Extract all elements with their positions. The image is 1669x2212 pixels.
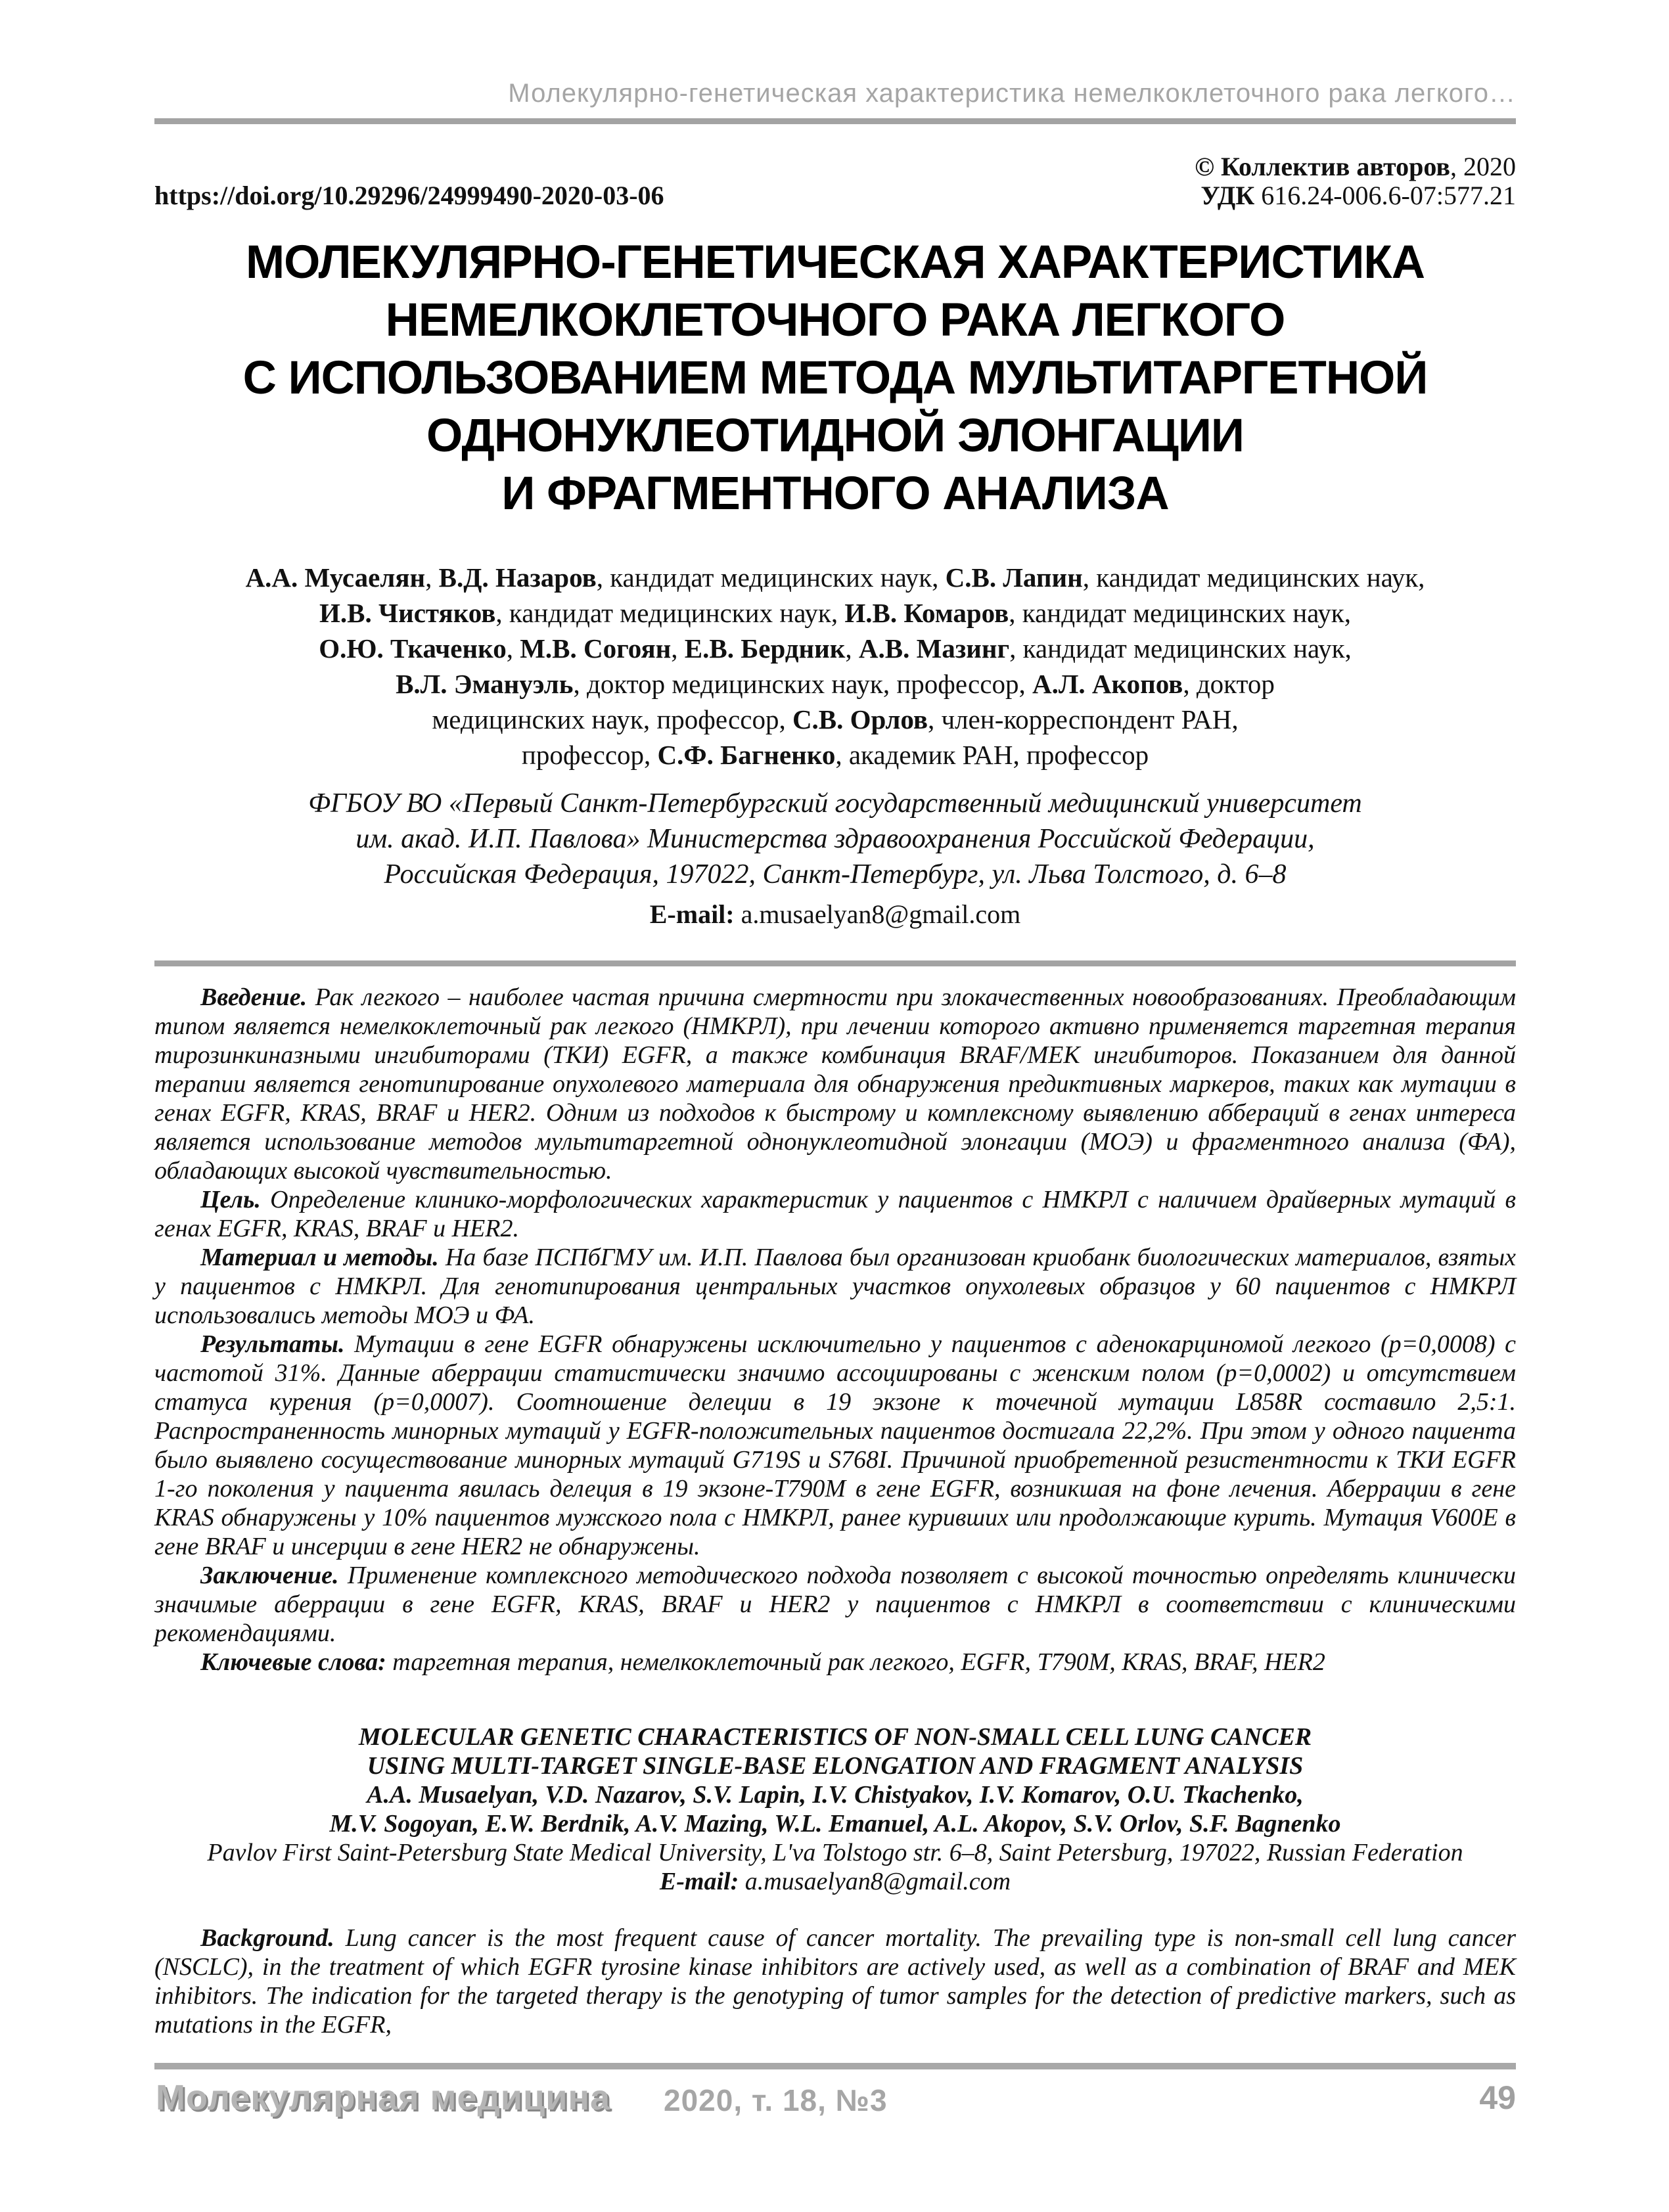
abstract-paragraph-aim: Цель. Определение клинико-морфологических характеристик у пациентов с НМКРЛ с наличием драйверных мутаций в генах EGFR, KRAS, BRAF и HER2. [154, 1186, 1516, 1242]
article-title-line: И ФРАГМЕНТНОГО АНАЛИЗА [501, 468, 1169, 520]
copyright-line: © Коллектив авторов, 2020 [1195, 152, 1516, 181]
article-title-line: С ИСПОЛЬЗОВАНИЕМ МЕТОДА МУЛЬТИТАРГЕТНОЙ [242, 352, 1428, 404]
authors-line: И.В. Чистяков, кандидат медицинских наук, И.В. Комаров, кандидат медицинских наук, [319, 598, 1351, 628]
footer-rule [154, 2063, 1516, 2069]
article-title [154, 234, 1516, 523]
authors-line: медицинских наук, профессор, С.В. Орлов, член-корреспондент РАН, [432, 704, 1239, 734]
abstract-paragraph-introduction: Введение. Рак легкого – наиболее частая причина смертности при злокачественных новообразованиях. Преобладающим типом является немелкоклеточный рак легкого (НМКРЛ), при лечении которого активно применяется таргетная терапия тирозинкиназными ингибиторами (ТКИ) EGFR, а также комбинация BRAF/MEK ингибиторов. Показанием для данной терапии является генотипирование опухолевого материала для обнаружения предиктивных маркеров, таких как мутации в генах EGFR, KRAS, BRAF и HER2. Одним из подходов к быстрому и комплексному выявлению аббераций в генах интереса является использование методов мультитаргетной однонуклеотидной элонгации (МОЭ) и фрагментного анализа (ФА), обладающих высокой чувствительностью. [154, 983, 1517, 1185]
running-title: Молекулярно-генетическая характеристика немелкоклеточного рака легкого… [508, 79, 1516, 108]
article-title-line: ОДНОНУКЛЕОТИДНОЙ ЭЛОНГАЦИИ [426, 410, 1244, 462]
english-background-block [154, 1924, 1516, 2039]
footer-journal-name: Молекулярная медицина [156, 2078, 611, 2117]
authors-line: О.Ю. Ткаченко, М.В. Согоян, Е.В. Бердник, А.В. Мазинг, кандидат медицинских наук, [319, 633, 1352, 664]
english-affiliation: Pavlov First Saint-Petersburg State Medical University, L'va Tolstogo str. 6–8, Saint Petersburg, 197022, Russian Federation [207, 1839, 1463, 1866]
authors-line: профессор, С.Ф. Багненко, академик РАН, профессор [521, 740, 1149, 770]
affiliation-line: им. акад. И.П. Павлова» Министерства здравоохранения Российской Федерации, [355, 824, 1315, 854]
abstract-paragraph-conclusion: Заключение. Применение комплексного методического подхода позволяет с высокой точностью определять клинически значимые аберрации в гене EGFR, KRAS, BRAF и HER2 у пациентов с НМКРЛ в соответствии с клиническими рекомендациями. [154, 1562, 1516, 1647]
affiliation-line: Российская Федерация, 197022, Санкт-Петербург, ул. Льва Толстого, д. 6–8 [384, 859, 1287, 890]
abstract-block [154, 983, 1516, 1677]
abstract-paragraph-results: Результаты. Мутации в гене EGFR обнаружены исключительно у пациентов с аденокарциномой легкого (р=0,0008) с частотой 31%. Данные аберрации статистически значимо ассоциированы с женским полом (р=0,0002) и отсутствием статуса курения (р=0,0007). Соотношение делеции в 19 экзоне к точечной мутации L858R составило 2,5:1. Распространенность минорных мутаций у EGFR-положительных пациентов достигала 22,2%. При этом у одного пациента было выявлено сосуществование минорных мутаций G719S и S768I. Причиной приобретенной резистентности к ТКИ EGFR 1-го поколения у пациента явилась делеция в 19 экзоне-T790M в гене EGFR, возникшая на фоне лечения. Аберрации в гене KRAS обнаружены у 10% пациентов мужского пола с НМКРЛ, ранее куривших или продолжающие курить. Мутация V600E в гене BRAF и инсерции в гене HER2 не обнаружены. [154, 1330, 1516, 1560]
english-email-line: E-mail: a.musaelyan8@gmail.com [659, 1868, 1011, 1895]
doi-link: https://doi.org/10.29296/24999490-2020-03-06 [154, 181, 664, 210]
header-rule [154, 118, 1516, 124]
authors-block [154, 560, 1516, 773]
english-authors-line: A.A. Musaelyan, V.D. Nazarov, S.V. Lapin, I.V. Chistyakov, I.V. Komarov, O.U. Tkachenko, [367, 1781, 1304, 1809]
footer-issue-info: 2020, т. 18, №3 [664, 2083, 888, 2117]
article-title-line: НЕМЕЛКОКЛЕТОЧНОГО РАКА ЛЕГКОГО [385, 294, 1285, 346]
english-title-line: MOLECULAR GENETIC CHARACTERISTICS OF NON-SMALL CELL LUNG CANCER [358, 1723, 1312, 1751]
abstract-keywords: Ключевые слова: таргетная терапия, немелкоклеточный рак легкого, EGFR, T790M, KRAS, BRAF, HER2 [200, 1648, 1325, 1676]
email-line: E-mail: a.musaelyan8@gmail.com [649, 899, 1021, 929]
footer-page-number: 49 [1479, 2079, 1516, 2116]
background-paragraph: Background. Lung cancer is the most frequent cause of cancer mortality. The prevailing type is non-small cell lung cancer (NSCLC), in the treatment of which EGFR tyrosine kinase inhibitors are actively used, as well as a combination of BRAF and MEK inhibitors. The indication for the targeted therapy is the genotyping of tumor samples for the detection of predictive markers, such as mutations in the EGFR, [154, 1924, 1516, 2039]
affiliation-line: ФГБОУ ВО «Первый Санкт-Петербургский государственный медицинский университет [308, 788, 1362, 819]
english-authors-line: M.V. Sogoyan, E.W. Berdnik, A.V. Mazing, W.L. Emanuel, A.L. Akopov, S.V. Orlov, S.F. Bagnenko [329, 1810, 1341, 1838]
udk-code: УДК 616.24-006.6-07:577.21 [1200, 181, 1516, 210]
english-title-line: USING MULTI-TARGET SINGLE-BASE ELONGATION AND FRAGMENT ANALYSIS [367, 1752, 1304, 1780]
english-summary-block [154, 1723, 1516, 1896]
article-title-line: МОЛЕКУЛЯРНО-ГЕНЕТИЧЕСКАЯ ХАРАКТЕРИСТИКА [246, 237, 1425, 288]
affiliation-block [154, 786, 1516, 892]
authors-line: В.Л. Эмануэль, доктор медицинских наук, профессор, А.Л. Акопов, доктор [396, 669, 1275, 699]
authors-line: А.А. Мусаелян, В.Д. Назаров, кандидат медицинских наук, С.В. Лапин, кандидат медицинских наук, [245, 562, 1425, 593]
abstract-rule [154, 960, 1516, 966]
abstract-paragraph-materials: Материал и методы. На базе ПСПбГМУ им. И.П. Павлова был организован криобанк биологических материалов, взятых у пациентов с НМКРЛ. Для генотипирования центральных участков опухолевых образцов у 60 пациентов с НМКРЛ использовались методы МОЭ и ФА. [154, 1244, 1516, 1329]
